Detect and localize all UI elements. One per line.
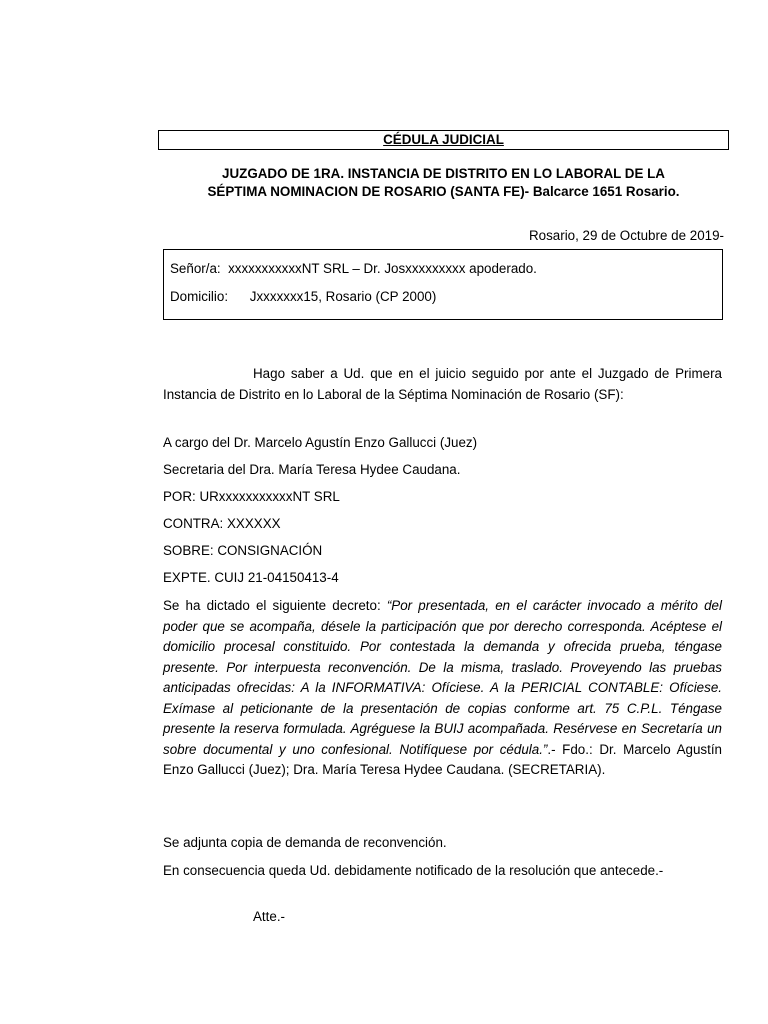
expte-line: EXPTE. CUIJ 21-04150413-4 bbox=[163, 570, 339, 585]
por-line: POR: URxxxxxxxxxxxNT SRL bbox=[163, 489, 340, 504]
decree-lead: Se ha dictado el siguiente decreto: bbox=[163, 598, 387, 613]
court-line-1: JUZGADO DE 1RA. INSTANCIA DE DISTRITO EN LO LABORAL DE LA bbox=[222, 166, 665, 181]
addressee-box bbox=[163, 249, 723, 320]
decree-paragraph bbox=[163, 596, 722, 781]
court-line-2: SÉPTIMA NOMINACION DE ROSARIO (SANTA FE)- Balcarce 1651 Rosario. bbox=[207, 184, 680, 199]
domicile-label: Domicilio: bbox=[170, 289, 229, 304]
decree-quote: “Por presentada, en el carácter invocado a mérito del poder que se acompaña, désele la participación que por derecho corresponda. Acéptese el domicilio procesal constituido. Por contestada la demanda y ofrecida prueba, téngase presente. Por interpuesta reconvención. De la misma, traslado. Proveyendo las pruebas anticipadas ofrecidas: A la INFORMATIVA: Ofíciese. A la PERICIAL CONTABLE: Ofíciese. Exímase al peticionante de la presentación de copias conforme art. 75 C.P.L. Téngase presente la reserva formulada. Agréguese la BUIJ acompañada. Resérvese en Secretaría un sobre documental y uno confesional. Notifíquese por cédula.” bbox=[163, 598, 722, 757]
judge-line: A cargo del Dr. Marcelo Agustín Enzo Gallucci (Juez) bbox=[163, 435, 478, 450]
conclusion-paragraph: En consecuencia queda Ud. debidamente notificado de la resolución que antecede.- bbox=[163, 863, 664, 878]
domicile-value: Jxxxxxxx15, Rosario (CP 2000) bbox=[249, 289, 437, 304]
decree-signature: .- Fdo.: Dr. Marcelo Agustín Enzo Gallucci (Juez); Dra. María Teresa Hydee Caudana. (SECRETARIA). bbox=[163, 741, 722, 777]
recipient-label: Señor/a: bbox=[170, 261, 221, 276]
attachment-line: Se adjunta copia de demanda de reconvención. bbox=[163, 835, 447, 850]
closing-line: Atte.- bbox=[253, 909, 285, 924]
contra-line: CONTRA: XXXXXX bbox=[163, 516, 281, 531]
document-date: Rosario, 29 de Octubre de 2019- bbox=[528, 228, 724, 243]
recipient-line bbox=[170, 260, 537, 278]
document-title: CÉDULA JUDICIAL bbox=[158, 130, 729, 150]
secretary-line: Secretaria del Dra. María Teresa Hydee Caudana. bbox=[163, 462, 461, 477]
domicile-line bbox=[170, 288, 436, 306]
court-heading bbox=[158, 165, 729, 201]
recipient-value: xxxxxxxxxxxNT SRL – Dr. Josxxxxxxxxx apoderado. bbox=[228, 261, 537, 276]
sobre-line: SOBRE: CONSIGNACIÓN bbox=[163, 543, 323, 558]
intro-paragraph: Hago saber a Ud. que en el juicio seguido por ante el Juzgado de Primera Instancia de Distrito en lo Laboral de la Séptima Nominación de Rosario (SF): bbox=[163, 366, 722, 402]
